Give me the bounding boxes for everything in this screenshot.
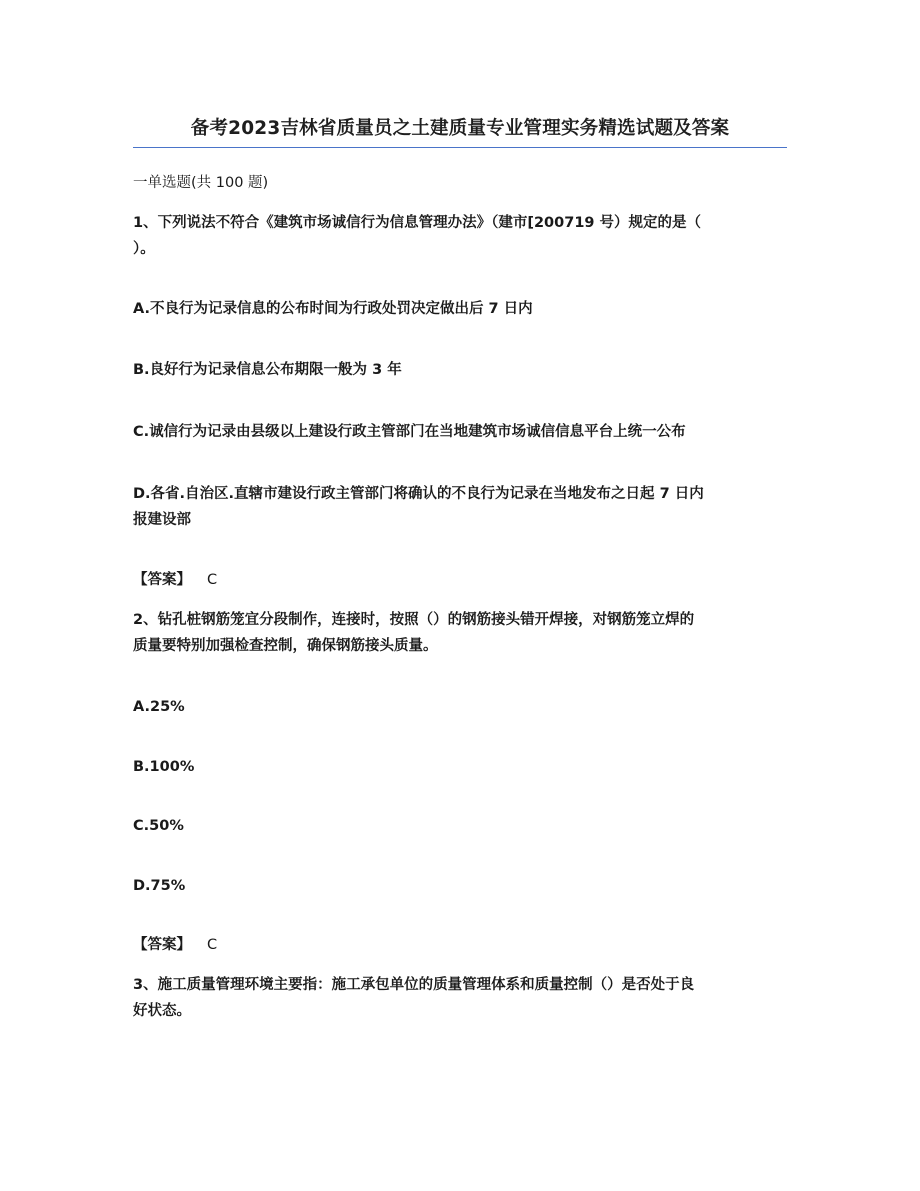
question-1-option-c: C.诚信行为记录由县级以上建设行政主管部门在当地建筑市场诚信信息平台上统一公布: [133, 424, 686, 440]
question-1-option-d-line-1: D.各省.自治区.直辖市建设行政主管部门将确认的不良行为记录在当地发布之日起 7 日内: [133, 486, 704, 502]
question-2-option-c: C.50%: [133, 818, 184, 834]
question-2-stem-line-1: 2、钻孔桩钢筋笼宜分段制作，连接时，按照（）的钢筋接头错开焊接，对钢筋笼立焊的: [133, 612, 695, 628]
question-1-option-b: B.良好行为记录信息公布期限一般为 3 年: [133, 362, 402, 378]
question-1-stem-line-1: 1、下列说法不符合《建筑市场诚信行为信息管理办法》（建市[200719 号）规定的是（: [133, 215, 702, 231]
answer-value: C: [207, 572, 218, 588]
section-heading: 一单选题(共 100 题): [133, 175, 269, 191]
question-2-option-d: D.75%: [133, 878, 186, 894]
question-2-stem-line-2: 质量要特别加强检查控制，确保钢筋接头质量。: [133, 638, 438, 654]
question-1-answer: [133, 567, 788, 594]
document-title: 备考2023吉林省质量员之土建质量专业管理实务精选试题及答案: [190, 118, 730, 139]
question-1-option-a: A.不良行为记录信息的公布时间为行政处罚决定做出后 7 日内: [133, 301, 533, 317]
title-divider: [133, 147, 787, 148]
question-2-answer: [133, 932, 788, 959]
question-3-stem-line-2: 好状态。: [133, 1003, 191, 1019]
question-1-stem-line-2: ）。: [133, 241, 155, 257]
answer-label: 【答案】: [133, 572, 191, 588]
question-1-option-d-line-2: 报建设部: [133, 512, 191, 528]
answer-value: C: [207, 937, 218, 953]
question-3-stem-line-1: 3、施工质量管理环境主要指：施工承包单位的质量管理体系和质量控制（）是否处于良: [133, 977, 695, 993]
answer-label: 【答案】: [133, 937, 191, 953]
question-2-option-b: B.100%: [133, 759, 195, 775]
question-2-option-a: A.25%: [133, 699, 185, 715]
